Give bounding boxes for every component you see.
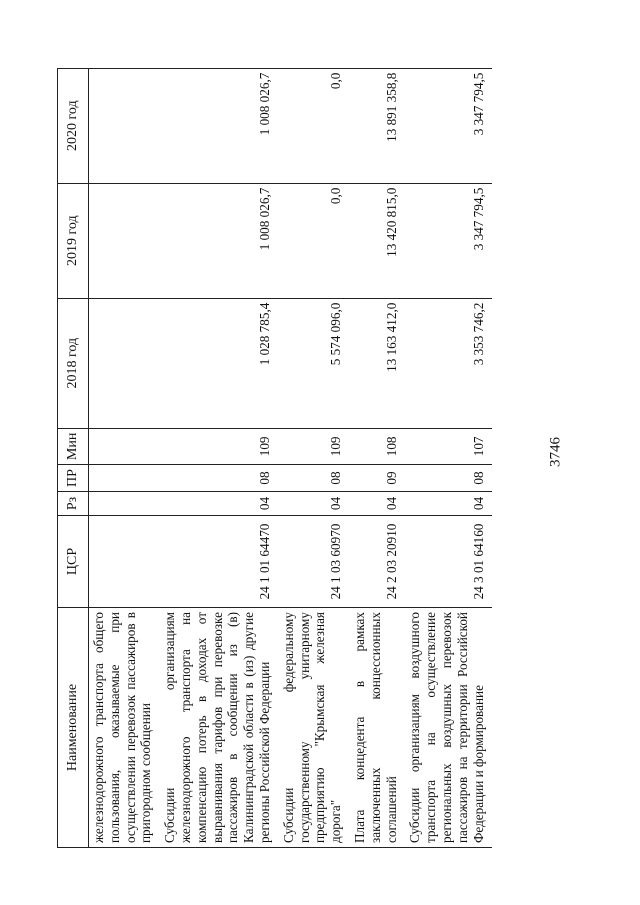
row-min: 109 bbox=[160, 428, 279, 464]
page-number: 3746 bbox=[547, 437, 564, 467]
row-2020: 13 891 358,8 bbox=[350, 68, 405, 183]
row-name: Плата концедента в рамках заключенных концессионных соглашений bbox=[350, 608, 405, 848]
row-pr: 08 bbox=[279, 465, 350, 492]
row-rz: 04 bbox=[405, 492, 492, 516]
table-row bbox=[279, 68, 350, 847]
row-2018: 3 353 746,2 bbox=[405, 298, 492, 428]
row-2018 bbox=[89, 298, 161, 428]
row-min: 108 bbox=[350, 428, 405, 464]
row-rz bbox=[89, 492, 161, 516]
table-row bbox=[160, 68, 279, 847]
header-2018: 2018 год bbox=[58, 298, 89, 428]
row-2020: 0,0 bbox=[279, 68, 350, 183]
row-2020: 1 008 026,7 bbox=[160, 68, 279, 183]
row-2020: 3 347 794,5 bbox=[405, 68, 492, 183]
header-2019: 2019 год bbox=[58, 183, 89, 298]
row-2019: 3 347 794,5 bbox=[405, 183, 492, 298]
row-name: Субсидии организациям воздушного транспорта на осуществление региональных воздушных перевозок пассажиров на территории Российской Федерации и формирование bbox=[405, 608, 492, 848]
row-2018: 13 163 412,0 bbox=[350, 298, 405, 428]
row-rz: 04 bbox=[350, 492, 405, 516]
row-csr: 24 2 03 20910 bbox=[350, 516, 405, 608]
header-2020: 2020 год bbox=[58, 68, 89, 183]
header-rz: Рз bbox=[58, 492, 89, 516]
row-name: Субсидии федеральному государственному унитарному предприятию "Крымская железная дорога" bbox=[279, 608, 350, 848]
row-2019 bbox=[89, 183, 161, 298]
row-name: Субсидии организациям железнодорожного транспорта на компенсацию потерь в доходах от выравнивания тарифов при перевозке пассажиров в сообщении из (в) Калининградской области в (из) другие регионы Российской Федерации bbox=[160, 608, 279, 848]
row-min bbox=[89, 428, 161, 464]
row-min: 109 bbox=[279, 428, 350, 464]
row-csr: 24 3 01 64160 bbox=[405, 516, 492, 608]
table-row bbox=[89, 68, 161, 847]
row-2019: 13 420 815,0 bbox=[350, 183, 405, 298]
row-pr bbox=[89, 465, 161, 492]
table-header bbox=[58, 68, 89, 847]
row-min: 107 bbox=[405, 428, 492, 464]
row-csr: 24 1 03 60970 bbox=[279, 516, 350, 608]
row-csr bbox=[89, 516, 161, 608]
header-name: Наименование bbox=[58, 608, 89, 848]
budget-table bbox=[57, 68, 492, 848]
row-rz: 04 bbox=[160, 492, 279, 516]
table-row bbox=[405, 68, 492, 847]
row-name: железнодорожного транспорта общего пользования, оказываемые при осуществлении перевозок пассажиров в пригородном сообщении bbox=[89, 608, 161, 848]
row-pr: 08 bbox=[160, 465, 279, 492]
header-pr: ПР bbox=[58, 465, 89, 492]
header-csr: ЦСР bbox=[58, 516, 89, 608]
table-row bbox=[350, 68, 405, 847]
row-rz: 04 bbox=[279, 492, 350, 516]
header-min: Мин bbox=[58, 428, 89, 464]
row-2020 bbox=[89, 68, 161, 183]
row-pr: 08 bbox=[405, 465, 492, 492]
row-2019: 0,0 bbox=[279, 183, 350, 298]
row-2018: 5 574 096,0 bbox=[279, 298, 350, 428]
row-2019: 1 008 026,7 bbox=[160, 183, 279, 298]
row-2018: 1 028 785,4 bbox=[160, 298, 279, 428]
row-csr: 24 1 01 64470 bbox=[160, 516, 279, 608]
row-pr: 09 bbox=[350, 465, 405, 492]
